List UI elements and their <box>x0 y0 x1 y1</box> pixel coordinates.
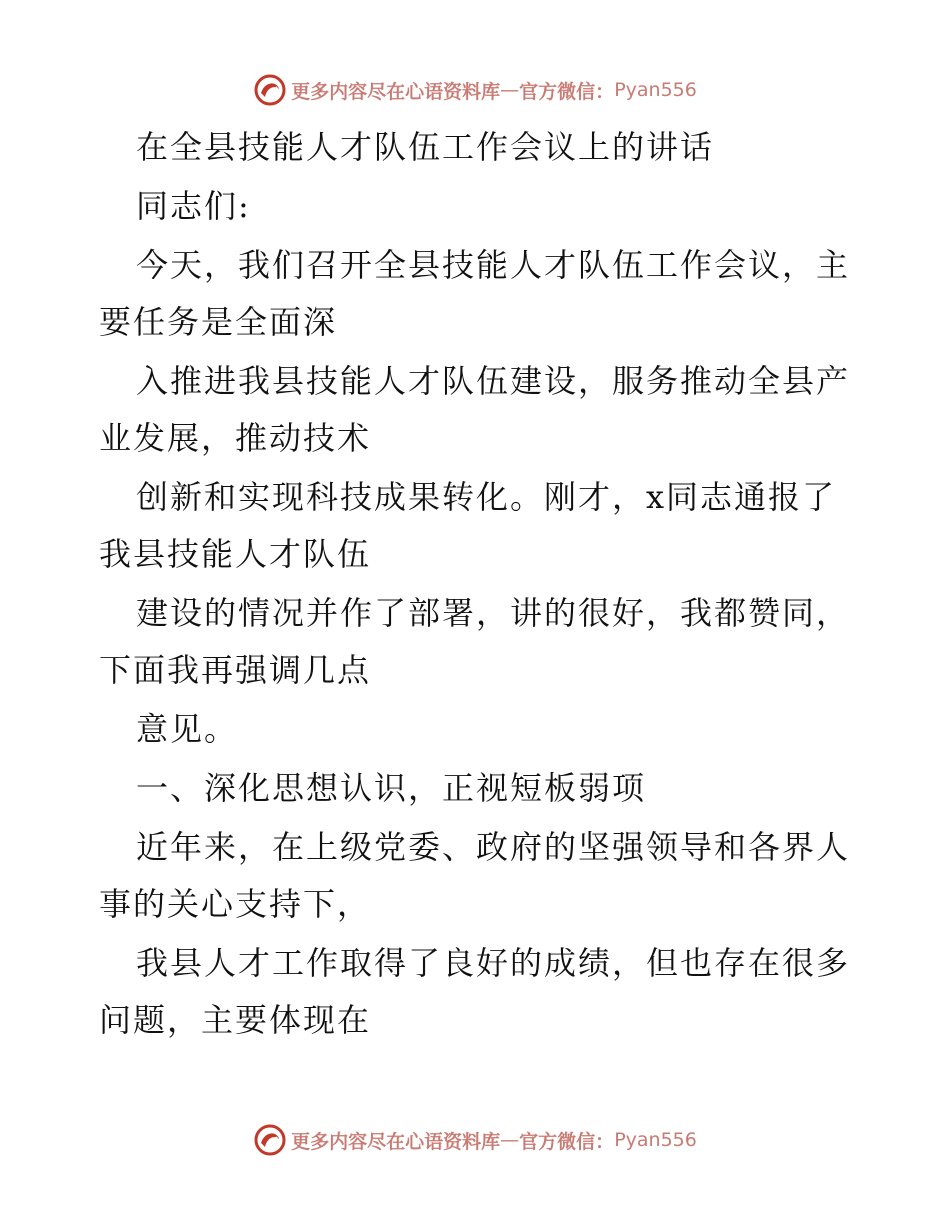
section-heading: 一、深化思想认识，正视短板弱项 <box>136 769 647 807</box>
watermark-site-text: 更多内容尽在心语资料库 <box>291 1130 501 1153</box>
paragraph-line: 近年来，在上级党委、政府的坚强领导和各界人 <box>136 828 851 866</box>
watermark-wechat-id: Pyan556 <box>614 79 697 101</box>
paragraph-line: 今天，我们召开全县技能人才队伍工作会议，主 <box>136 246 851 284</box>
paragraph-line: 创新和实现科技成果转化。刚才，x同志通报了 <box>136 478 837 516</box>
watermark-wechat-label: 官方微信： <box>519 80 615 103</box>
watermark-wechat-id: Pyan556 <box>614 1129 697 1151</box>
paragraph-line: 要任务是全面深 <box>99 303 338 341</box>
paragraph-line: 入推进我县技能人才队伍建设，服务推动全县产 <box>136 362 851 400</box>
red-swirl-logo-icon <box>253 73 287 107</box>
paragraph-line: 业发展，推动技术 <box>99 419 372 457</box>
watermark-separator: — <box>500 1129 520 1151</box>
paragraph-line: 下面我再强调几点 <box>99 651 372 689</box>
watermark-wechat-label: 官方微信： <box>519 1130 615 1153</box>
paragraph-line: 问题，主要体现在 <box>99 1001 372 1039</box>
watermark-site-text: 更多内容尽在心语资料库 <box>291 80 501 103</box>
paragraph-line: 事的关心支持下， <box>99 885 372 923</box>
red-swirl-logo-icon <box>253 1123 287 1157</box>
watermark-banner-bottom <box>0 1120 950 1160</box>
document-title: 在全县技能人才队伍工作会议上的讲话 <box>136 128 715 166</box>
watermark-separator: — <box>500 79 520 101</box>
paragraph-line: 建设的情况并作了部署，讲的很好，我都赞同， <box>136 594 851 632</box>
salutation: 同志们: <box>136 187 251 225</box>
watermark-banner-top <box>0 70 950 110</box>
paragraph-line: 我县人才工作取得了良好的成绩，但也存在很多 <box>136 944 851 982</box>
paragraph-line: 意见。 <box>136 710 239 748</box>
paragraph-line: 我县技能人才队伍 <box>99 535 372 573</box>
